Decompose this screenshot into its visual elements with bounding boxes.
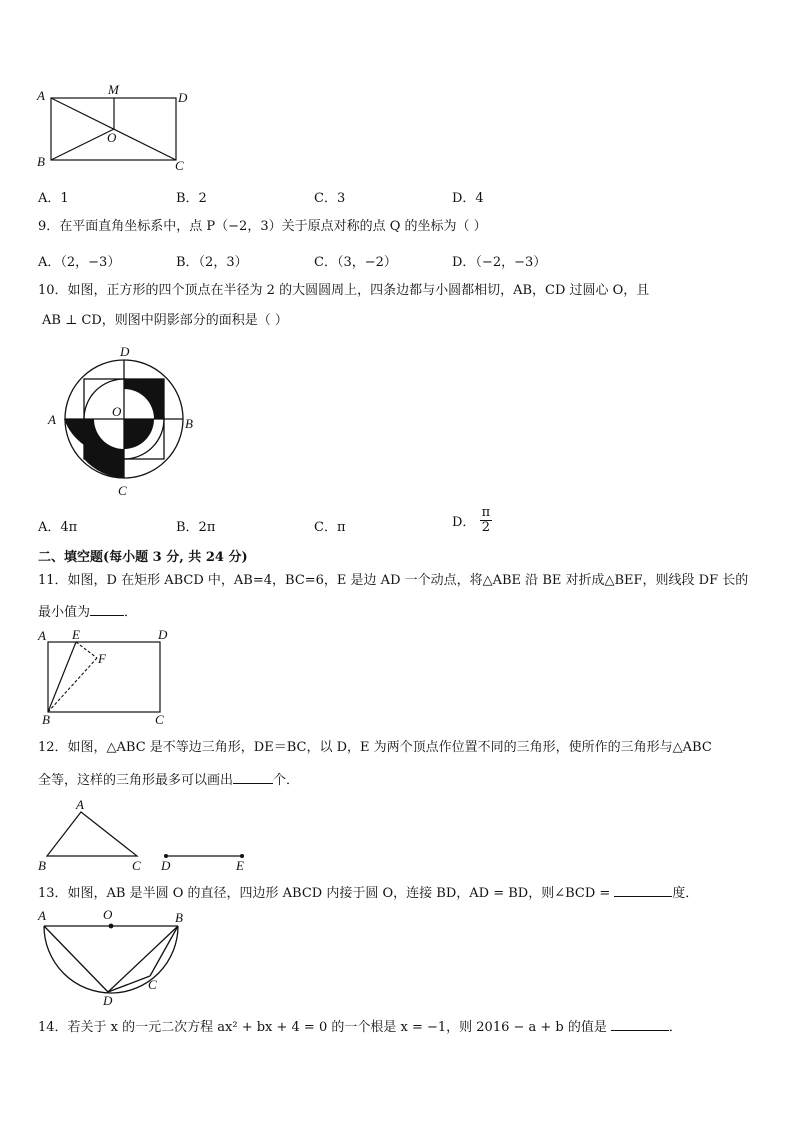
label-M: M <box>108 82 119 97</box>
q11-text: 最小值为 <box>38 605 91 620</box>
label-O: O <box>103 907 113 922</box>
q11-stem-line2 <box>38 603 137 622</box>
q9-stem: 9．在平面直角坐标系中，点 P（−2，3）关于原点对称的点 Q 的坐标为（ ） <box>38 219 487 234</box>
label-A: A <box>76 797 84 812</box>
q9-option-b[interactable]: B．（2，3） <box>176 255 248 270</box>
q10-option-d-prefix: D． <box>452 515 476 530</box>
q14-stem <box>38 1018 682 1037</box>
q8-option-d[interactable]: D．4 <box>452 191 484 206</box>
q14-text: 14．若关于 x 的一元二次方程 ax² + bx + 4 = 0 的一个根是 x = −1，则 2016 − a + b 的值是 <box>38 1020 607 1035</box>
label-A: A <box>38 908 46 923</box>
q10-option-b[interactable]: B．2π <box>176 520 216 535</box>
q13-end: 度． <box>672 886 699 901</box>
q13-answer-blank[interactable] <box>614 884 672 897</box>
q12-end: 个． <box>273 773 300 788</box>
label-B: B <box>185 416 193 431</box>
q8-option-c[interactable]: C．3 <box>314 191 346 206</box>
q11-end: ． <box>124 605 138 620</box>
q12-stem-line1: 12．如图，△ABC 是不等边三角形，DE＝BC，以 D，E 为两个顶点作位置不同的三角形，使所作的三角形与△ABC <box>38 740 712 755</box>
label-O: O <box>112 404 122 419</box>
q8-figure <box>34 82 204 174</box>
section-title: 二、填空题(每小题 3 分, 共 24 分) <box>38 550 248 565</box>
q10-option-d-fraction <box>480 506 493 535</box>
q11-answer-blank[interactable] <box>90 603 124 616</box>
label-C: C <box>132 858 141 873</box>
fraction-denominator: 2 <box>481 520 490 535</box>
label-D: D <box>120 344 130 359</box>
q11-stem-line1: 11．如图，D 在矩形 ABCD 中，AB=4，BC=6，E 是边 AD 一个动点，将△ABE 沿 BE 对折成△BEF，则线段 DF 长的 <box>38 573 749 588</box>
label-B: B <box>42 712 50 726</box>
label-C: C <box>148 977 157 992</box>
q14-answer-blank[interactable] <box>611 1018 669 1031</box>
q14-end: ． <box>668 1020 682 1035</box>
label-A: A <box>37 88 45 103</box>
q12-answer-blank[interactable] <box>233 771 273 784</box>
q9-option-c[interactable]: C．（3，−2） <box>314 255 397 270</box>
label-A: A <box>48 412 56 427</box>
label-D: D <box>103 993 113 1008</box>
q9-option-d[interactable]: D．（−2，−3） <box>452 255 547 270</box>
label-B: B <box>175 910 183 925</box>
q13-text: 13．如图，AB 是半圆 O 的直径，四边形 ABCD 内接于圆 O，连接 BD，AD = BD，则∠BCD = <box>38 886 611 901</box>
q12-stem-line2 <box>38 771 299 790</box>
q10-option-c[interactable]: C．π <box>314 520 346 535</box>
label-B: B <box>38 858 46 873</box>
q9-option-a[interactable]: A．（2，−3） <box>38 255 121 270</box>
q13-figure <box>34 906 194 1010</box>
fraction-numerator: π <box>481 505 491 520</box>
label-A: A <box>38 628 46 643</box>
q8-option-a[interactable]: A．1 <box>38 191 69 206</box>
q11-figure <box>34 626 184 726</box>
q12-figure <box>34 796 264 876</box>
q10-option-a[interactable]: A．4π <box>38 520 78 535</box>
q10-option-d[interactable] <box>452 506 492 535</box>
label-E: E <box>236 858 244 873</box>
label-D: D <box>158 627 168 642</box>
label-C: C <box>155 712 164 726</box>
label-C: C <box>118 483 127 498</box>
q13-stem <box>38 884 698 903</box>
label-C: C <box>175 158 184 173</box>
q10-stem-line1: 10．如图，正方形的四个顶点在半径为 2 的大圆圆周上，四条边都与小圆都相切，AB，CD 过圆心 O，且 <box>38 283 650 298</box>
label-D: D <box>178 90 188 105</box>
label-B: B <box>37 154 45 169</box>
q10-figure <box>42 342 202 502</box>
q10-stem-line2: AB ⊥ CD，则图中阴影部分的面积是（ ） <box>42 313 288 328</box>
label-O: O <box>107 130 117 145</box>
label-E: E <box>72 627 80 642</box>
q8-option-b[interactable]: B．2 <box>176 191 207 206</box>
label-D: D <box>161 858 171 873</box>
q12-text: 全等，这样的三角形最多可以画出 <box>38 773 234 788</box>
label-F: F <box>98 651 106 666</box>
